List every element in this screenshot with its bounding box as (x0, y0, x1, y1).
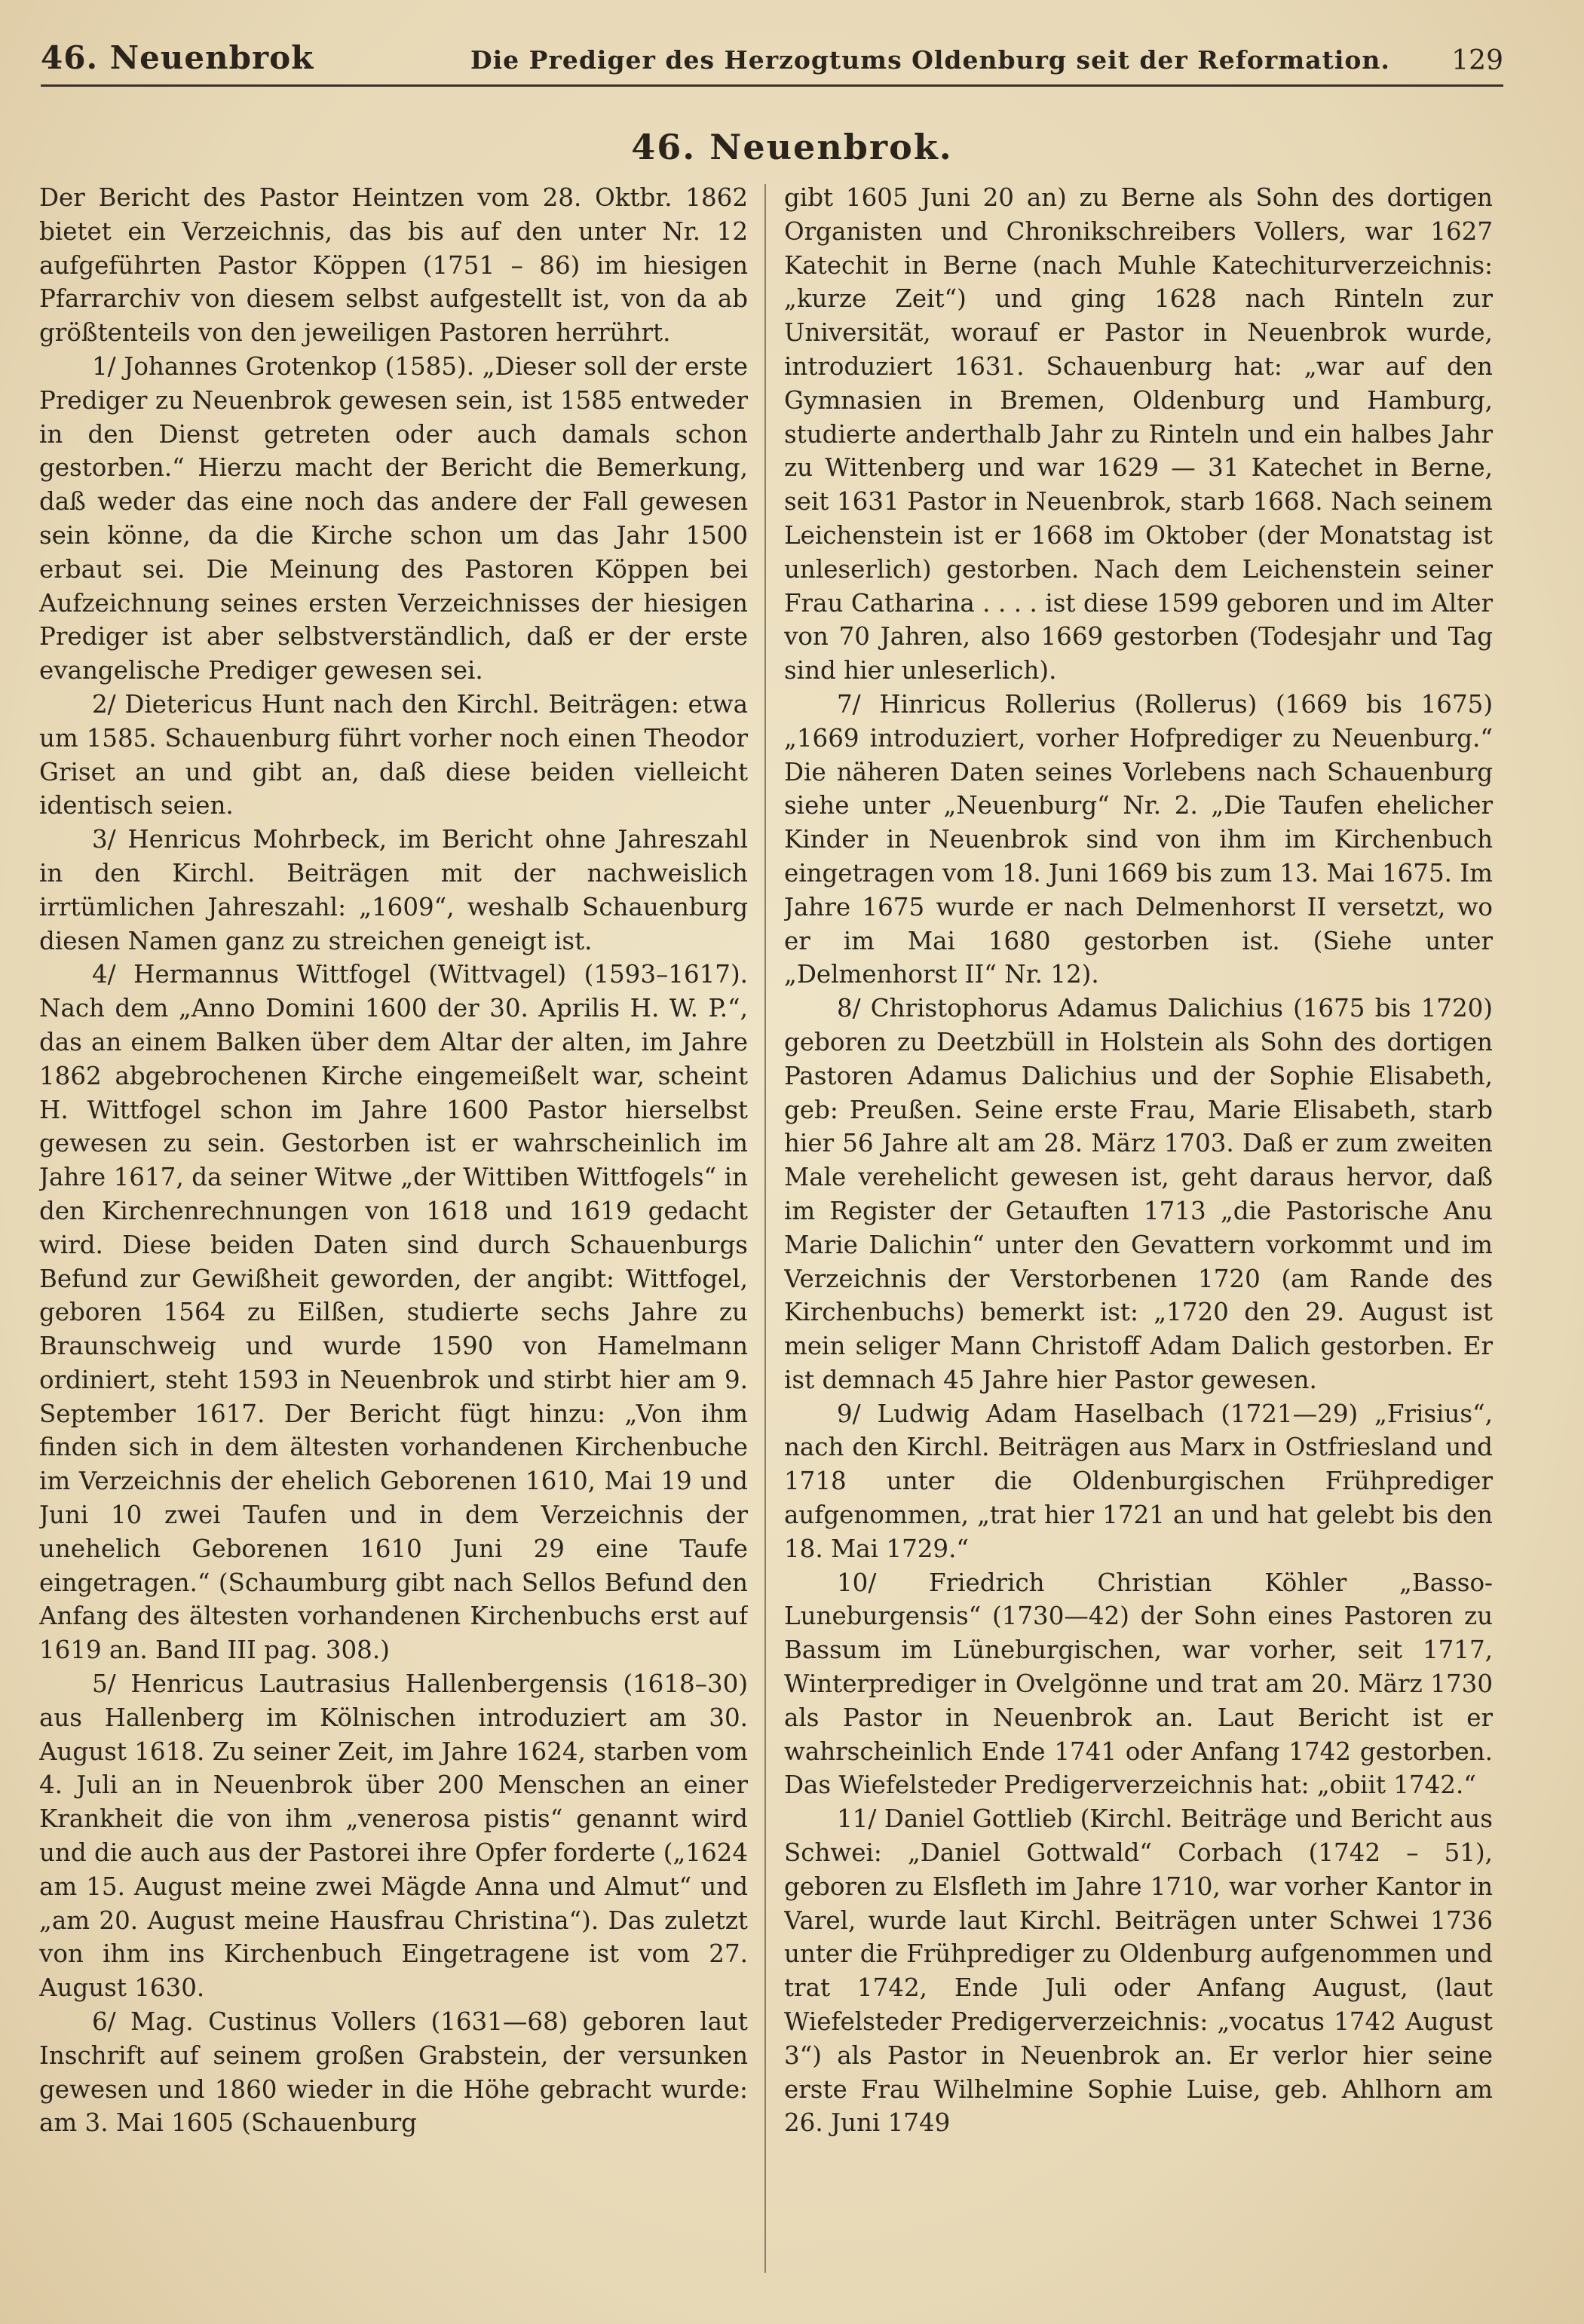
entry-9: 9/ Ludwig Adam Haselbach (1721—29) „Frisius“, nach den Kirchl. Beiträgen aus Marx in Ostfriesland und 1718 unter die Oldenburgischen Frühprediger aufgenommen, „trat hier 1721 an und hat gelebt bis den 18. Mai 1729.“ (784, 1399, 1493, 1563)
header-section-label: 46. Neuenbrok (41, 39, 314, 76)
page-number: 129 (1451, 45, 1503, 76)
paragraph-intro: Der Bericht des Pastor Heintzen vom 28. Oktbr. 1862 bietet ein Verzeichnis, das bis auf den unter Nr. 12 aufgeführten Pastor Köppen (1751 – 86) im hiesigen Pfarrarchiv von diesem selbst aufgestellt ist, von da ab größtenteils von den jeweiligen Pastoren herrührt. (39, 183, 748, 348)
entry-8: 8/ Christophorus Adamus Dalichius (1675 bis 1720) geboren zu Deetzbüll in Holstein als Sohn des dortigen Pastoren Adamus Dalichius und der Sophie Elisabeth, geb: Preußen. Seine erste Frau, Marie Elisabeth, starb hier 56 Jahre alt am 28. März 1703. Daß er zum zweiten Male verehelicht gewesen ist, geht daraus hervor, daß im Register der Getauften 1713 „die Pastorische Anu Marie Dalichin“ unter den Gevattern vorkommt und im Verzeichnis der Verstorbenen 1720 (am Rande des Kirchenbuchs) bemerkt ist: „1720 den 29. August ist mein seliger Mann Christoff Adam Dalich gestorben. Er ist demnach 45 Jahre hier Pastor gewesen. (784, 994, 1493, 1394)
entry-11: 11/ Daniel Gottlieb (Kirchl. Beiträge und Bericht aus Schwei: „Daniel Gottwald“ Corbach (1742 – 51), geboren zu Elsfleth im Jahre 1710, war vorher Kantor in Varel, wurde laut Kirchl. Beiträgen unter Schwei 1736 unter die Frühprediger zu Oldenburg aufgenommen und trat 1742, Ende Juli oder Anfang August, (laut Wiefelsteder Predigerverzeichnis: „vocatus 1742 August 3“) als Pastor in Neuenbrok an. Er verlor hier seine erste Frau Wilhelmine Sophie Luise, geb. Ahlhorn am 26. Juni 1749 (784, 1804, 1493, 2138)
entry-6-continued: gibt 1605 Juni 20 an) zu Berne als Sohn des dortigen Organisten und Chronikschreibers Vollers, war 1627 Katechit in Berne (nach Muhle Katechiturverzeichnis: „kurze Zeit“) und ging 1628 nach Rinteln zur Universität, worauf er Pastor in Neuenbrok wurde, introduziert 1631. Schauenburg hat: „war auf den Gymnasien in Bremen, Oldenburg und Hamburg, studierte anderthalb Jahr zu Rinteln und ein halbes Jahr zu Wittenberg und war 1629 — 31 Katechet in Berne, seit 1631 Pastor in Neuenbrok, starb 1668. Nach seinem Leichenstein ist er 1668 im Oktober (der Monatstag ist unleserlich) gestorben. Nach dem Leichenstein seiner Frau Catharina . . . . ist diese 1599 geboren und im Alter von 70 Jahren, also 1669 gestorben (Todesjahr und Tag sind hier unleserlich). (784, 183, 1493, 685)
entry-3: 3/ Henricus Mohrbeck, im Bericht ohne Jahreszahl in den Kirchl. Beiträgen mit der nachweislich irrtümlichen Jahreszahl: „1609“, weshalb Schauenburg diesen Namen ganz zu streichen geneigt ist. (39, 825, 748, 955)
column-divider (764, 184, 766, 2273)
entry-10: 10/ Friedrich Christian Köhler „Basso-Luneburgensis“ (1730—42) der Sohn eines Pastoren zu Bassum im Lüneburgischen, war vorher, seit 1717, Winterprediger in Ovelgönne und trat am 20. März 1730 als Pastor in Neuenbrok an. Laut Bericht ist er wahrscheinlich Ende 1741 oder Anfang 1742 gestorben. Das Wiefelsteder Predigerverzeichnis hat: „obiit 1742.“ (784, 1568, 1493, 1800)
entry-1: 1/ Johannes Grotenkop (1585). „Dieser soll der erste Prediger zu Neuenbrok gewesen sein, ist 1585 entweder in den Dienst getreten oder auch damals schon gestorben.“ Hierzu macht der Bericht die Bemerkung, daß weder das eine noch das andere der Fall gewesen sein könne, da die Kirche schon um das Jahr 1500 erbaut sei. Die Meinung des Pastoren Köppen bei Aufzeichnung seines ersten Verzeichnisses der hiesigen Prediger ist aber selbstverständlich, daß er der erste evangelische Prediger gewesen sei. (39, 351, 748, 685)
left-column (39, 181, 748, 2277)
entry-2: 2/ Dietericus Hunt nach den Kirchl. Beiträgen: etwa um 1585. Schauenburg führt vorher noch einen Theodor Griset an und gibt an, daß diese beiden vielleicht identisch seien. (39, 689, 748, 820)
right-column (784, 181, 1493, 2277)
entry-4: 4/ Hermannus Wittfogel (Wittvagel) (1593–1617). Nach dem „Anno Domini 1600 der 30. Aprilis H. W. P.“, das an einem Balken über dem Altar der alten, im Jahre 1862 abgebrochenen Kirche eingemeißelt war, scheint H. Wittfogel schon im Jahre 1600 Pastor hierselbst gewesen zu sein. Gestorben ist er wahrscheinlich im Jahre 1617, da seiner Witwe „der Wittiben Wittfogels“ in den Kirchenrechnungen von 1618 und 1619 gedacht wird. Diese beiden Daten sind durch Schauenburgs Befund zur Gewißheit geworden, der angibt: Wittfogel, geboren 1564 zu Eilßen, studierte sechs Jahre zu Braunschweig und wurde 1590 von Hamelmann ordiniert, steht 1593 in Neuenbrok und stirbt hier am 9. September 1617. Der Bericht fügt hinzu: „Von ihm finden sich in dem ältesten vorhandenen Kirchenbuche im Verzeichnis der ehelich Geborenen 1610, Mai 19 und Juni 10 zwei Taufen und in dem Verzeichnis der unehelich Geborenen 1610 Juni 29 eine Taufe eingetragen.“ (Schaumburg gibt nach Sellos Befund den Anfang des ältesten vorhandenen Kirchenbuchs erst auf 1619 an. Band III pag. 308.) (39, 960, 748, 1665)
entry-6: 6/ Mag. Custinus Vollers (1631—68) geboren laut Inschrift auf seinem großen Grabstein, der versunken gewesen und 1860 wieder in die Höhe gebracht wurde: am 3. Mai 1605 (Schauenburg (39, 2007, 748, 2138)
entry-5: 5/ Henricus Lautrasius Hallenbergensis (1618–30) aus Hallenberg im Kölnischen introduziert am 30. August 1618. Zu seiner Zeit, im Jahre 1624, starben vom 4. Juli an in Neuenbrok über 200 Menschen an einer Krankheit die von ihm „venerosa pistis“ genannt wird und die auch aus der Pastorei ihre Opfer forderte („1624 am 15. August meine zwei Mägde Anna und Almut“ und „am 20. August meine Hausfrau Christina“). Das zuletzt von ihm ins Kirchenbuch Eingetragene ist vom 27. August 1630. (39, 1669, 748, 2003)
running-header (41, 39, 1503, 87)
entry-7: 7/ Hinricus Rollerius (Rollerus) (1669 bis 1675) „1669 introduziert, vorher Hofprediger zu Neuenburg.“ Die näheren Daten seines Vorlebens nach Schauenburg siehe unter „Neuenburg“ Nr. 2. „Die Taufen ehelicher Kinder in Neuenbrok sind von ihm im Kirchenbuch eingetragen vom 18. Juni 1669 bis zum 13. Mai 1675. Im Jahre 1675 wurde er nach Delmenhorst II versetzt, wo er im Mai 1680 gestorben ist. (Siehe unter „Delmenhorst II“ Nr. 12). (784, 689, 1493, 989)
header-book-title: Die Prediger des Herzogtums Oldenburg seit der Reformation. (470, 45, 1390, 75)
section-title: 46. Neuenbrok. (631, 127, 953, 167)
